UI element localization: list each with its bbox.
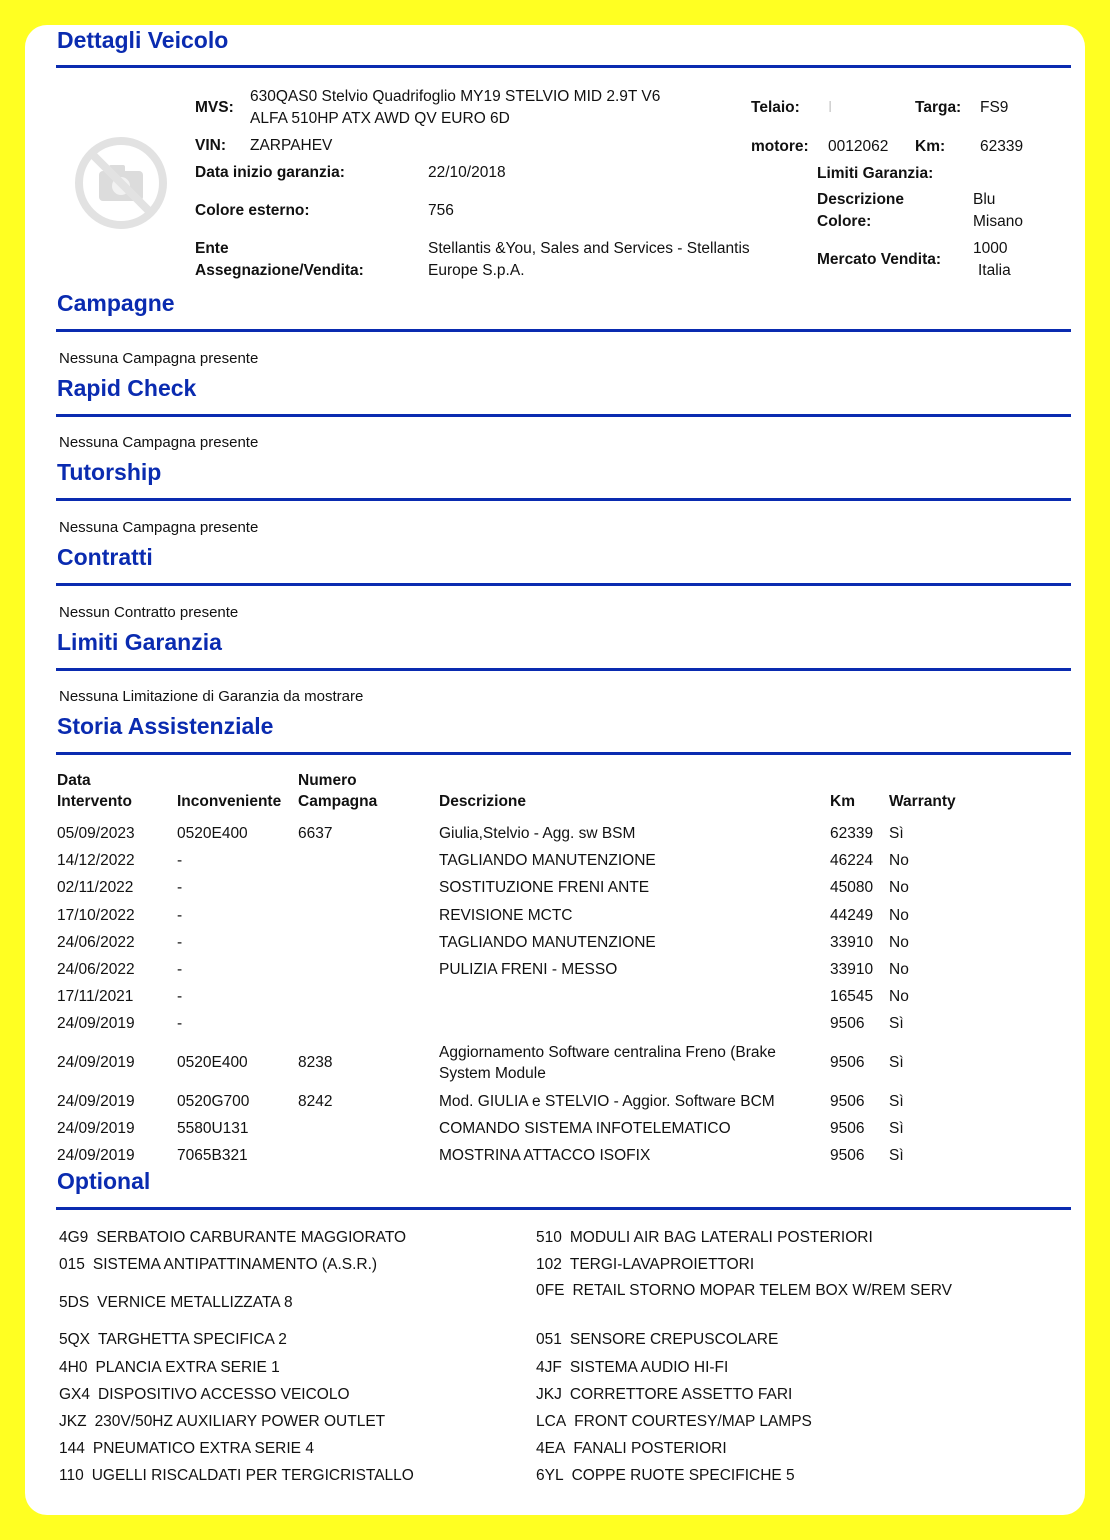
list-item: 0FE RETAIL STORNO MOPAR TELEM BOX W/REM SERV [536, 1282, 952, 1300]
market-value-line1: 1000 [973, 240, 1008, 257]
section-title-tutorship: Tutorship [57, 459, 162, 485]
section-title-optional: Optional [57, 1168, 151, 1194]
list-item: LCA FRONT COURTESY/MAP LAMPS [536, 1413, 812, 1431]
list-item: 015 SISTEMA ANTIPATTINAMENTO (A.S.R.) [59, 1256, 378, 1274]
list-item: 5QX TARGHETTA SPECIFICA 2 [59, 1331, 287, 1349]
table-row: 24/09/2019 5580U131 COMANDO SISTEMA INFOTELEMATICO 9506 Sì [57, 1119, 904, 1137]
targa-value: FS9 [980, 99, 1009, 116]
ext-color-value: 756 [428, 202, 454, 219]
section-title-rapid-check: Rapid Check [57, 375, 197, 401]
km-label: Km: [915, 138, 946, 155]
campaigns-note: Nessuna Campagna presente [59, 350, 259, 367]
table-row: 05/09/2023 0520E400 6637 Giulia,Stelvio - Agg. sw BSM 62339 Sì [57, 825, 904, 843]
ext-color-label: Colore esterno: [195, 202, 310, 219]
table-row: 14/12/2022 - TAGLIANDO MANUTENZIONE 46224 No [57, 852, 909, 870]
entity-label-line1: Ente [195, 240, 229, 257]
section-divider [56, 498, 1071, 501]
table-row: 02/11/2022 - SOSTITUZIONE FRENI ANTE 45080 No [57, 879, 909, 897]
km-value: 62339 [980, 138, 1024, 155]
col-header-km: Km [830, 793, 855, 810]
mvs-value-line2: ALFA 510HP ATX AWD QV EURO 6D [250, 110, 510, 127]
table-row: 24/06/2022 - PULIZIA FRENI - MESSO 33910 No [57, 961, 909, 979]
col-header-campaign: Numero Campagna [298, 772, 378, 810]
list-item: 6YL COPPE RUOTE SPECIFICHE 5 [536, 1467, 795, 1485]
col-header-description: Descrizione [439, 793, 527, 810]
table-row: 24/09/2019 0520G700 8242 Mod. GIULIA e STELVIO - Aggior. Software BCM 9506 Sì [57, 1092, 904, 1110]
table-row: 24/09/2019 - 9506 Sì [57, 1015, 904, 1033]
table-row: 17/11/2021 - 16545 No [57, 988, 909, 1006]
contracts-note: Nessun Contratto presente [59, 604, 239, 621]
telaio-value: I [828, 99, 833, 116]
entity-value-line1: Stellantis &You, Sales and Services - Stellantis [428, 240, 750, 257]
list-item: 051 SENSORE CREPUSCOLARE [536, 1331, 779, 1349]
vin-label: VIN: [195, 137, 226, 154]
warranty-start-label: Data inizio garanzia: [195, 164, 345, 181]
list-item: GX4 DISPOSITIVO ACCESSO VEICOLO [59, 1385, 350, 1403]
motore-label: motore: [751, 138, 809, 155]
history-table [57, 770, 989, 1169]
mvs-label: MVS: [195, 99, 234, 116]
col-header-issue: Inconveniente [177, 793, 282, 810]
tutorship-note: Nessuna Campagna presente [59, 519, 259, 536]
section-divider [56, 752, 1071, 755]
market-value-line2: Italia [978, 262, 1011, 279]
list-item: 510 MODULI AIR BAG LATERALI POSTERIORI [536, 1229, 873, 1247]
section-divider [56, 414, 1071, 417]
list-item: 102 TERGI-LAVAPROIETTORI [536, 1256, 755, 1274]
list-item: 110 UGELLI RISCALDATI PER TERGICRISTALLO [59, 1467, 414, 1485]
rapid-check-note: Nessuna Campagna presente [59, 434, 259, 451]
list-item: 4G9 SERBATOIO CARBURANTE MAGGIORATO [59, 1229, 407, 1247]
section-divider [56, 583, 1071, 586]
entity-label-line2: Assegnazione/Vendita: [195, 262, 364, 279]
section-divider [56, 668, 1071, 671]
section-divider [56, 1207, 1071, 1210]
color-desc-value-line2: Misano [973, 213, 1023, 230]
targa-label: Targa: [915, 99, 962, 116]
color-desc-value-line1: Blu [973, 191, 996, 208]
section-divider [56, 329, 1071, 332]
list-item: 4H0 PLANCIA EXTRA SERIE 1 [59, 1358, 280, 1376]
list-item: JKJ CORRETTORE ASSETTO FARI [536, 1385, 793, 1403]
section-title-vehicle: Dettagli Veicolo [57, 27, 229, 53]
table-row: 17/10/2022 - REVISIONE MCTC 44249 No [57, 906, 909, 924]
table-row: 24/09/2019 7065B321 MOSTRINA ATTACCO ISOFIX 9506 Sì [57, 1146, 904, 1164]
section-title-contracts: Contratti [57, 544, 153, 570]
no-photo-camera-icon [75, 137, 167, 229]
mvs-value-line1: 630QAS0 Stelvio Quadrifoglio MY19 STELVIO MID 2.9T V6 [250, 88, 661, 105]
telaio-label: Telaio: [751, 99, 800, 116]
vin-value: ZARPAHEV [250, 137, 333, 154]
col-header-warranty: Warranty [889, 793, 956, 810]
section-divider [56, 65, 1071, 68]
warranty-limits-label: Limiti Garanzia: [817, 165, 934, 182]
table-row: 24/09/2019 0520E400 8238 Aggiornamento Software centralina Freno (Brake System Module 9506 Sì [57, 1043, 904, 1082]
section-title-campaigns: Campagne [57, 290, 175, 316]
list-item: 4EA FANALI POSTERIORI [536, 1440, 727, 1458]
section-title-history: Storia Assistenziale [57, 713, 274, 739]
col-header-date: Data Intervento [57, 772, 132, 810]
history-header-row [57, 770, 989, 820]
market-label: Mercato Vendita: [817, 251, 942, 268]
color-desc-label-line2: Colore: [817, 213, 872, 230]
motore-value: 0012062 [828, 138, 889, 155]
document-card [25, 25, 1085, 1515]
list-item: 144 PNEUMATICO EXTRA SERIE 4 [59, 1440, 314, 1458]
list-item: JKZ 230V/50HZ AUXILIARY POWER OUTLET [59, 1413, 386, 1431]
warranty-start-value: 22/10/2018 [428, 164, 506, 181]
entity-value-line2: Europe S.p.A. [428, 262, 525, 279]
section-title-warranty-limits: Limiti Garanzia [57, 629, 222, 655]
list-item: 4JF SISTEMA AUDIO HI-FI [536, 1358, 729, 1376]
warranty-limits-note: Nessuna Limitazione di Garanzia da mostrare [59, 688, 364, 705]
optional-list-right [536, 1224, 966, 1490]
color-desc-label-line1: Descrizione [817, 191, 905, 208]
list-item: 5DS VERNICE METALLIZZATA 8 [59, 1293, 293, 1311]
optional-list-left [59, 1224, 519, 1490]
table-row: 24/06/2022 - TAGLIANDO MANUTENZIONE 33910 No [57, 933, 909, 951]
